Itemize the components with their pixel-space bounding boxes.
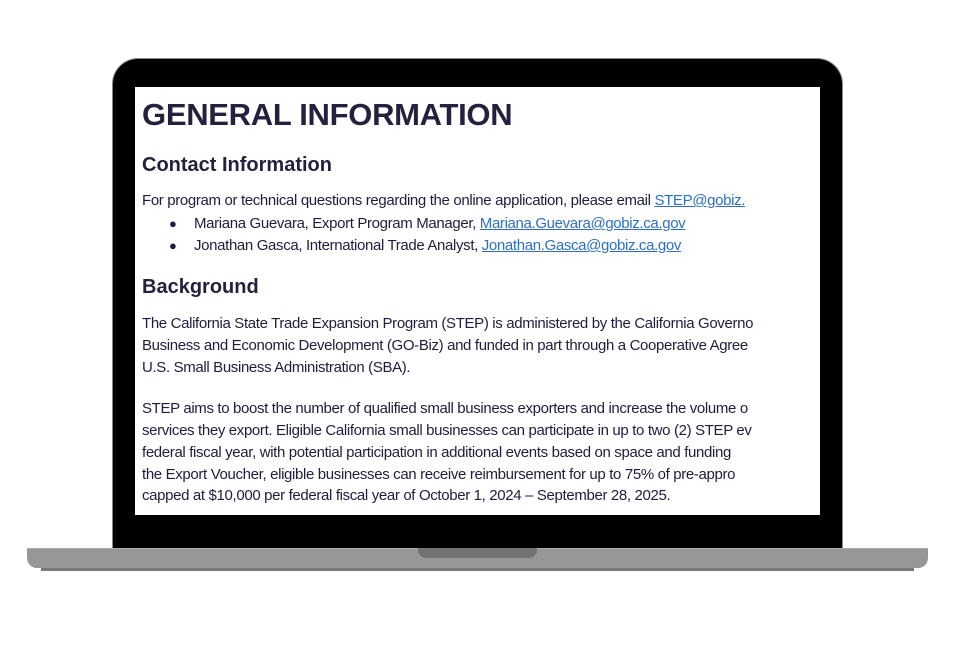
background-heading: Background bbox=[142, 276, 259, 298]
contact-intro-text: For program or technical questions regarding the online application, please email bbox=[142, 192, 655, 209]
bullet-icon: ● bbox=[169, 238, 177, 253]
contact-email-link[interactable]: Jonathan.Gasca@gobiz.ca.gov bbox=[481, 237, 682, 254]
paragraph-line: the Export Voucher, eligible businesses can receive reimbursement for up to 75% of pre-appro bbox=[142, 466, 736, 483]
contact-name: Mariana Guevara, Export Program Manager, bbox=[194, 215, 480, 232]
paragraph-line: STEP aims to boost the number of qualified small business exporters and increase the volume o bbox=[142, 400, 748, 417]
step-email-link[interactable]: STEP@gobiz. bbox=[654, 192, 746, 209]
paragraph-line: federal fiscal year, with potential participation in additional events based on space and funding bbox=[142, 444, 731, 461]
laptop-screen bbox=[135, 87, 820, 515]
page-title: GENERAL INFORMATION bbox=[142, 97, 513, 132]
paragraph-line: services they export. Eligible California small businesses can participate in up to two (2) STEP ev bbox=[142, 422, 752, 439]
list-item bbox=[169, 215, 685, 232]
contact-intro bbox=[142, 192, 745, 209]
paragraph-line: Business and Economic Development (GO-Biz) and funded in part through a Cooperative Agree bbox=[142, 337, 748, 354]
contact-email-link[interactable]: Mariana.Guevara@gobiz.ca.gov bbox=[479, 215, 686, 232]
paragraph-line: U.S. Small Business Administration (SBA). bbox=[142, 359, 411, 376]
contact-heading: Contact Information bbox=[142, 154, 332, 176]
laptop-notch bbox=[418, 548, 537, 558]
contact-name: Jonathan Gasca, International Trade Analyst, bbox=[194, 237, 482, 254]
list-item bbox=[169, 237, 681, 254]
bullet-icon: ● bbox=[169, 216, 177, 231]
paragraph-line: capped at $10,000 per federal fiscal year of October 1, 2024 – September 28, 2025. bbox=[142, 487, 671, 504]
paragraph-line: The California State Trade Expansion Program (STEP) is administered by the California Governo bbox=[142, 315, 754, 332]
